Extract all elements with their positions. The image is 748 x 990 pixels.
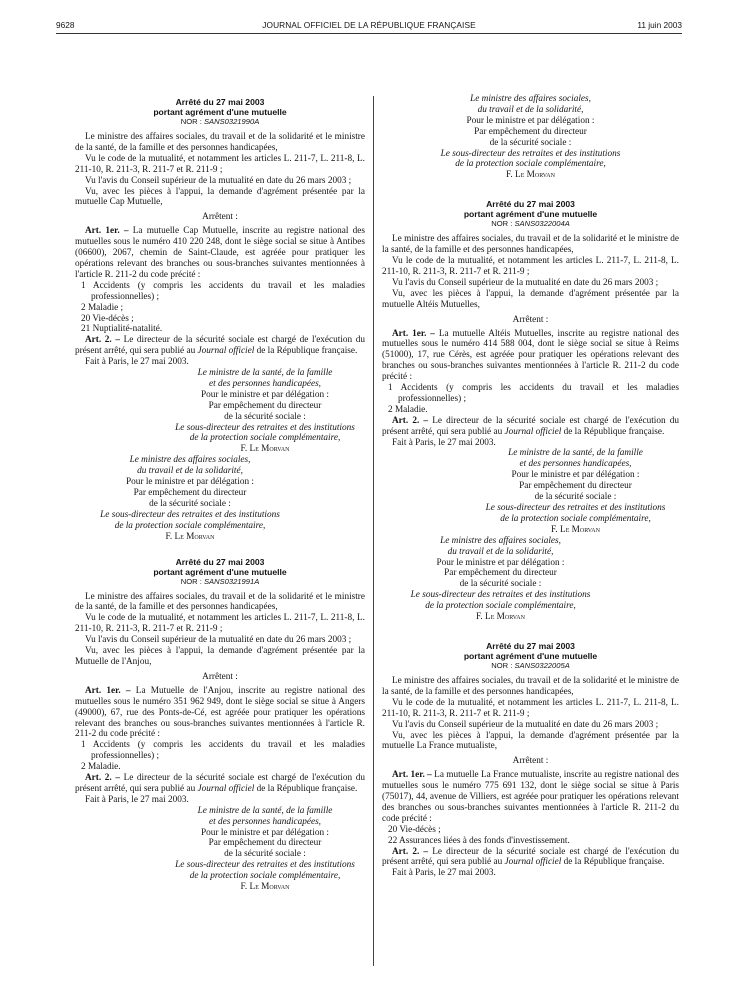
fait-a-paris: Fait à Paris, le 27 mai 2003. — [392, 437, 496, 448]
branch-item: 2 Maladie ; — [81, 302, 124, 313]
vu-demande: Vu, avec les pièces à l'appui, la demande d'agrément présentée par la Mutuelle de l'Anjou, — [75, 646, 365, 667]
article-2: Art. 2. – Le directeur de la sécurité sociale est chargé de l'exécution du présent arrêté, qui sera publié au Journal officiel de la République française. — [382, 415, 680, 437]
arrete-subtitle: portant agrément d'une mutuelle — [463, 209, 598, 220]
signature-sante: Le ministre de la santé, de la famille et des personnes handicapées, Pour le ministre et par délégation : Par empêchement du directeur de la sécurité sociale : Le sous-directeur des retraites et des institutions de la protection sociale complémentaire, F. Le Morvan — [175, 805, 355, 893]
nor-reference: NOR : SANS0321990A — [180, 117, 260, 126]
branch-item: 20 Vie-décès ; — [388, 824, 441, 835]
signature-travail: Le ministre des affaires sociales, du travail et de la solidarité, Pour le ministre et par délégation : Par empêchement du directeur de la sécurité sociale : Le sous-directeur des retraites et des institutions de la protection sociale complémentaire, F. Le Morvan — [100, 455, 280, 542]
branch-item: 1 Accidents (y compris les accidents du travail et les maladies professionnelles) ; — [388, 383, 679, 404]
signature-sante: Le ministre de la santé, de la famille et des personnes handicapées, Pour le ministre et par délégation : Par empêchement du directeur de la sécurité sociale : Le sous-directeur des retraites et des institutions de la protection sociale complémentaire, F. Le Morvan — [175, 368, 355, 455]
left-column — [75, 97, 365, 893]
vu-demande: Vu, avec les pièces à l'appui, la demande d'agrément présentée par la mutuelle Altéis Mutuelles, — [382, 288, 679, 310]
arretent-heading: Arrêtent : — [512, 314, 549, 325]
vu-code: Vu le code de la mutualité, et notamment les articles L. 211-7, L. 211-8, L. 211-10, R. 211-3, R. 211-7 et R. 211-9 ; — [75, 153, 365, 175]
arrete-france-mutualiste — [382, 641, 679, 879]
issue-date: 11 juin 2003 — [637, 20, 682, 30]
ministers-line: Le ministre des affaires sociales, du travail et de la solidarité et le ministre de la santé, de la famille et des personnes handicapées, — [382, 675, 679, 697]
signature-sante: Le ministre de la santé, de la famille et des personnes handicapées, Pour le ministre et par délégation : Par empêchement du directeur de la sécurité sociale : Le sous-directeur des retraites et des institutions de la protection sociale complémentaire, F. Le Morvan — [485, 448, 666, 535]
arretent-heading: Arrêtent : — [512, 756, 549, 767]
article-2: Art. 2. – Le directeur de la sécurité sociale est chargé de l'exécution du présent arrêté, qui sera publié au Journal officiel de la République française. — [75, 773, 365, 794]
arretent-heading: Arrêtent : — [202, 212, 238, 223]
fait-a-paris: Fait à Paris, le 27 mai 2003. — [85, 794, 189, 805]
article-2: Art. 2. – Le directeur de la sécurité sociale est chargé de l'exécution du présent arrêté, qui sera publié au Journal officiel de la République française. — [75, 335, 365, 357]
arrete-title: Arrêté du 27 mai 2003 — [486, 640, 575, 651]
nor-reference: NOR : SANS0322005A — [491, 660, 570, 670]
arrete-title: Arrêté du 27 mai 2003 — [175, 556, 265, 567]
ministers-line: Le ministre des affaires sociales, du travail et de la solidarité et le ministre de la santé, de la famille et des personnes handicapées, — [75, 132, 365, 153]
vu-code: Vu le code de la mutualité, et notamment les articles L. 211-7, L. 211-8, L. 211-10, R. 211-3, R. 211-7 et R. 211-9 ; — [75, 613, 365, 635]
arrete-subtitle: portant agrément d'une mutuelle — [153, 107, 287, 117]
arrete-mutuelle-anjou — [75, 557, 365, 893]
vu-demande: Vu, avec les pièces à l'appui, la demande d'agrément présentée par la mutuelle Cap Mutuelle, — [75, 186, 365, 208]
nor-reference: NOR : SANS0322004A — [491, 219, 570, 229]
article-1: Art. 1er. – La mutuelle Altéis Mutuelles, inscrite au registre national des mutuelles sous le numéro 414 588 004, dont le siège social se situe à Reims (51000), 17, rue Cérès, est agréée pour pratiquer les opérations relevant des branches ou sous-branches suivantes mentionnées à l'article R. 211-2 du code précité : — [382, 328, 680, 383]
column-divider — [373, 96, 374, 966]
vu-code: Vu le code de la mutualité, et notamment les articles L. 211-7, L. 211-8, L. 211-10, R. 211-3, R. 211-7 et R. 211-9 ; — [382, 256, 679, 277]
vu-code: Vu le code de la mutualité, et notamment les articles L. 211-7, L. 211-8, L. 211-10, R. 211-3, R. 211-7 et R. 211-9 ; — [382, 697, 679, 719]
header-rule — [56, 33, 682, 34]
ministers-line: Le ministre des affaires sociales, du travail et de la solidarité et le ministre de la santé, de la famille et des personnes handicapées, — [75, 591, 365, 613]
article-1: Art. 1er. – La mutuelle La France mutualiste, inscrite au registre national des mutuelles sous le numéro 775 691 132, dont le siège social se situe à Paris (75017), 44, avenue de Villiers, est agréée pour pratiquer les opérations relevant des branches ou sous-branches suivantes mentionnées à l'article R. 211-2 du code précité : — [382, 770, 680, 824]
article-2: Art. 2. – Le directeur de la sécurité sociale est chargé de l'exécution du présent arrêté, qui sera publié au Journal officiel de la République française. — [382, 846, 680, 868]
page-number: 9628 — [56, 20, 75, 30]
arretent-heading: Arrêtent : — [202, 671, 238, 682]
arrete-subtitle: portant agrément d'une mutuelle — [153, 566, 287, 577]
article-1: Art. 1er. – La Mutuelle de l'Anjou, inscrite au registre national des mutuelles sous le numéro 351 962 949, dont le siège social se situe à Angers (49000), 67, rue des Ponts-de-Cé, est agréée pour pratiquer les opérations relevant des branches ou sous-branches suivantes mentionnées à l'article R. 211-2 du code précité : — [75, 685, 365, 740]
vu-avis: Vu l'avis du Conseil supérieur de la mutualité en date du 26 mars 2003 ; — [392, 719, 659, 730]
journal-title: JOURNAL OFFICIEL DE LA RÉPUBLIQUE FRANÇAISE — [262, 20, 476, 30]
branch-item: 20 Vie-décès ; — [81, 313, 134, 324]
arrete-title: Arrêté du 27 mai 2003 — [175, 97, 265, 107]
branch-item: 2 Maladie. — [388, 404, 428, 415]
arrete-alteis-mutuelles — [382, 199, 679, 623]
vu-avis: Vu l'avis du Conseil supérieur de la mutualité en date du 26 mars 2003 ; — [392, 277, 659, 288]
branch-item: 1 Accidents (y compris les accidents du travail et les maladies professionnelles) ; — [81, 740, 365, 762]
branch-item: 22 Assurances liées à des fonds d'investissement. — [388, 835, 570, 846]
branch-item: 1 Accidents (y compris les accidents du travail et les maladies professionnelles) ; — [81, 280, 365, 302]
fait-a-paris: Fait à Paris, le 27 mai 2003. — [392, 868, 496, 879]
arrete-subtitle: portant agrément d'une mutuelle — [463, 650, 598, 661]
vu-avis: Vu l'avis du Conseil supérieur de la mutualité en date du 26 mars 2003 ; — [85, 175, 352, 186]
branch-item: 21 Nuptialité-natalité. — [81, 324, 163, 335]
nor-reference: NOR : SANS0321991A — [180, 576, 260, 586]
article-1: Art. 1er. – La mutuelle Cap Mutuelle, inscrite au registre national des mutuelles sous le numéro 410 220 248, dont le siège social se situe à Antibes (06600), 2067, chemin de Saint-Claude, est agréée pour pratiquer les opérations relevant des branches ou sous-branches suivantes mentionnées à l'article R. 211-2 du code précité : — [75, 226, 365, 280]
arrete-cap-mutuelle — [75, 97, 365, 543]
fait-a-paris: Fait à Paris, le 27 mai 2003. — [85, 357, 189, 368]
branch-item: 2 Maladie. — [81, 762, 121, 773]
vu-demande: Vu, avec les pièces à l'appui, la demande d'agrément présentée par la mutuelle La France mutualiste, — [382, 730, 679, 752]
signature-travail: Le ministre des affaires sociales, du travail et de la solidarité, Pour le ministre et par délégation : Par empêchement du directeur de la sécurité sociale : Le sous-directeur des retraites et des institutions de la protection sociale complémentaire, F. Le Morvan — [410, 535, 591, 623]
right-column — [382, 94, 680, 879]
ministers-line: Le ministre des affaires sociales, du travail et de la solidarité et le ministre de la santé, de la famille et des personnes handicapées, — [382, 234, 679, 256]
vu-avis: Vu l'avis du Conseil supérieur de la mutualité en date du 26 mars 2003 ; — [85, 635, 352, 646]
signature-travail: Le ministre des affaires sociales, du travail et de la solidarité, Pour le ministre et par délégation : Par empêchement du directeur de la sécurité sociale : Le sous-directeur des retraites et des institutions de la protection sociale complémentaire, F. Le Morvan — [440, 94, 621, 181]
arrete-title: Arrêté du 27 mai 2003 — [486, 199, 575, 210]
